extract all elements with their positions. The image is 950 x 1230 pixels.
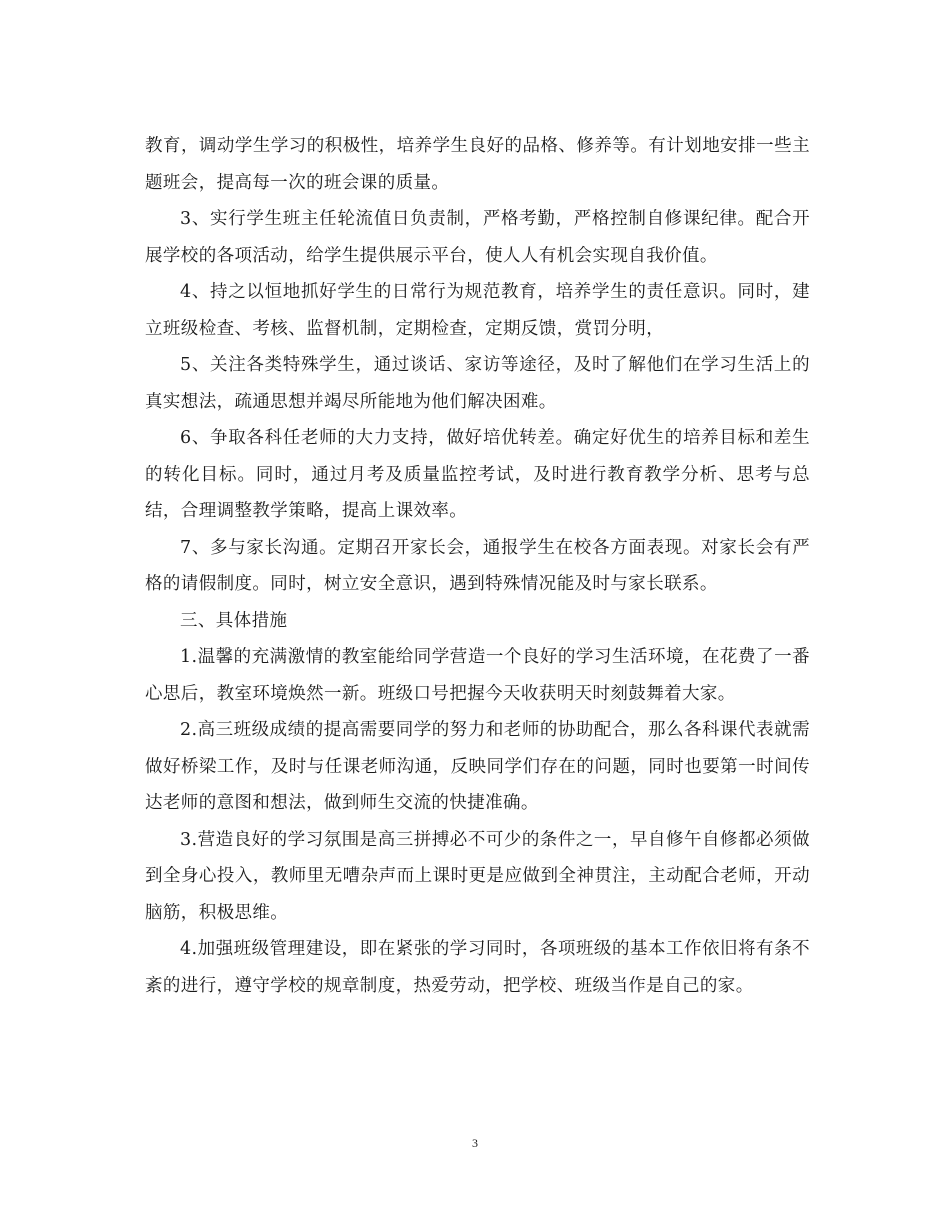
document-body (145, 128, 810, 1004)
section-heading: 三、具体措施 (180, 610, 288, 631)
paragraph: 4、持之以恒地抓好学生的日常行为规范教育，培养学生的责任意识。同时，建立班级检查、考核、监督机制，定期检查，定期反馈，赏罚分明， (145, 282, 810, 339)
paragraph: 1.温馨的充满激情的教室能给同学营造一个良好的学习生活环境，在花费了一番心思后，教室环境焕然一新。班级口号把握今天收获明天时刻鼓舞着大家。 (145, 647, 810, 704)
paragraph: 2.高三班级成绩的提高需要同学的努力和老师的协助配合，那么各科课代表就需做好桥梁工作，及时与任课老师沟通，反映同学们存在的问题，同时也要第一时间传达老师的意图和想法，做到师生交流的快捷准确。 (145, 720, 810, 813)
paragraph: 3.营造良好的学习氛围是高三拼搏必不可少的条件之一，早自修午自修都必须做到全身心投入，教师里无嘈杂声而上课时更是应做到全神贯注，主动配合老师，开动脑筋，积极思维。 (145, 829, 810, 923)
paragraph: 4.加强班级管理建设，即在紧张的学习同时，各项班级的基本工作依旧将有条不紊的进行，遵守学校的规章制度，热爱劳动，把学校、班级当作是自己的家。 (145, 939, 810, 996)
paragraph: 教育，调动学生学习的积极性，培养学生良好的品格、修养等。有计划地安排一些主题班会，提高每一次的班会课的质量。 (145, 136, 810, 193)
page-number: 3 (472, 1136, 478, 1150)
paragraph: 7、多与家长沟通。定期召开家长会，通报学生在校各方面表现。对家长会有严格的请假制度。同时，树立安全意识，遇到特殊情况能及时与家长联系。 (145, 537, 810, 594)
paragraph: 5、关注各类特殊学生，通过谈话、家访等途径，及时了解他们在学习生活上的真实想法，疏通思想并竭尽所能地为他们解决困难。 (145, 355, 810, 412)
paragraph: 6、争取各科任老师的大力支持，做好培优转差。确定好优生的培养目标和差生的转化目标。同时，通过月考及质量监控考试，及时进行教育教学分析、思考与总结，合理调整教学策略，提高上课效率。 (145, 428, 810, 521)
paragraph: 3、实行学生班主任轮流值日负责制，严格考勤，严格控制自修课纪律。配合开展学校的各项活动，给学生提供展示平台，使人人有机会实现自我价值。 (145, 209, 810, 266)
